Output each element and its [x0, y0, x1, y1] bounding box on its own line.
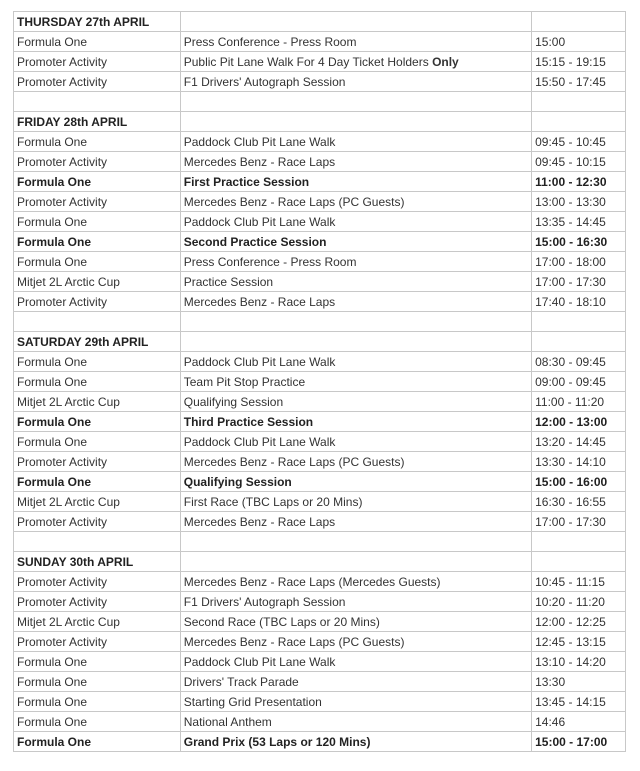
event-name — [180, 672, 531, 692]
event-row — [14, 132, 626, 152]
empty-cell — [180, 312, 531, 332]
event-time: 17:00 - 17:30 — [532, 272, 626, 292]
event-name-text: Second Practice Session — [183, 234, 327, 249]
event-name — [180, 692, 531, 712]
event-row — [14, 52, 626, 72]
event-name-text: Press Conference - Press Room — [183, 254, 357, 269]
event-row — [14, 432, 626, 452]
event-name-text: National Anthem — [183, 714, 272, 729]
event-time: 10:45 - 11:15 — [532, 572, 626, 592]
day-title: SUNDAY 30th APRIL — [14, 552, 181, 572]
event-category: Formula One — [14, 412, 181, 432]
event-row — [14, 452, 626, 472]
event-time: 12:45 - 13:15 — [532, 632, 626, 652]
empty-cell — [14, 312, 181, 332]
event-category: Formula One — [14, 372, 181, 392]
empty-cell — [180, 532, 531, 552]
event-row — [14, 732, 626, 752]
event-name-text: F1 Drivers' Autograph Session — [183, 74, 346, 89]
event-name-text: Press Conference - Press Room — [183, 34, 357, 49]
event-row — [14, 592, 626, 612]
event-category: Mitjet 2L Arctic Cup — [14, 272, 181, 292]
event-time: 17:00 - 17:30 — [532, 512, 626, 532]
event-name — [180, 492, 531, 512]
event-name-text: Paddock Club Pit Lane Walk — [183, 214, 336, 229]
event-name-text: First Practice Session — [183, 174, 310, 189]
event-time: 15:00 - 16:00 — [532, 472, 626, 492]
event-time: 17:40 - 18:10 — [532, 292, 626, 312]
empty-cell — [180, 332, 531, 352]
event-name — [180, 472, 531, 492]
event-name-text: Practice Session — [183, 274, 274, 289]
event-name — [180, 72, 531, 92]
empty-cell — [14, 532, 181, 552]
event-category: Formula One — [14, 712, 181, 732]
event-category: Promoter Activity — [14, 572, 181, 592]
event-row — [14, 192, 626, 212]
event-name-text: Public Pit Lane Walk For 4 Day Ticket Holders — [183, 54, 433, 69]
event-category: Promoter Activity — [14, 192, 181, 212]
event-row — [14, 212, 626, 232]
event-name-text: F1 Drivers' Autograph Session — [183, 594, 346, 609]
event-name — [180, 652, 531, 672]
event-name — [180, 612, 531, 632]
event-time: 13:20 - 14:45 — [532, 432, 626, 452]
event-category: Formula One — [14, 232, 181, 252]
event-name-text: Mercedes Benz - Race Laps (PC Guests) — [183, 634, 405, 649]
event-category: Formula One — [14, 432, 181, 452]
event-time: 10:20 - 11:20 — [532, 592, 626, 612]
event-time: 15:00 — [532, 32, 626, 52]
event-name-text: Mercedes Benz - Race Laps — [183, 154, 336, 169]
event-name — [180, 152, 531, 172]
day-header-row — [14, 112, 626, 132]
event-name — [180, 592, 531, 612]
event-name-emphasis: Only — [432, 54, 459, 69]
spacer-row — [14, 92, 626, 112]
event-name — [180, 372, 531, 392]
event-time: 13:00 - 13:30 — [532, 192, 626, 212]
empty-cell — [14, 92, 181, 112]
event-category: Promoter Activity — [14, 52, 181, 72]
event-row — [14, 472, 626, 492]
event-category: Promoter Activity — [14, 592, 181, 612]
event-category: Promoter Activity — [14, 632, 181, 652]
day-header-row — [14, 552, 626, 572]
event-name — [180, 52, 531, 72]
event-row — [14, 572, 626, 592]
event-category: Formula One — [14, 472, 181, 492]
event-row — [14, 492, 626, 512]
event-row — [14, 632, 626, 652]
event-time: 11:00 - 11:20 — [532, 392, 626, 412]
empty-cell — [532, 332, 626, 352]
empty-cell — [532, 12, 626, 32]
event-name-text: Paddock Club Pit Lane Walk — [183, 134, 336, 149]
event-name-text: Paddock Club Pit Lane Walk — [183, 354, 336, 369]
event-row — [14, 252, 626, 272]
event-name — [180, 232, 531, 252]
event-time: 15:50 - 17:45 — [532, 72, 626, 92]
event-category: Mitjet 2L Arctic Cup — [14, 392, 181, 412]
event-name-text: Mercedes Benz - Race Laps — [183, 294, 336, 309]
event-category: Promoter Activity — [14, 452, 181, 472]
event-category: Formula One — [14, 732, 181, 752]
event-time: 13:10 - 14:20 — [532, 652, 626, 672]
event-category: Promoter Activity — [14, 152, 181, 172]
event-name-text: Drivers' Track Parade — [183, 674, 299, 689]
event-time: 09:45 - 10:45 — [532, 132, 626, 152]
event-name — [180, 132, 531, 152]
event-time: 13:35 - 14:45 — [532, 212, 626, 232]
event-category: Formula One — [14, 692, 181, 712]
event-name — [180, 572, 531, 592]
empty-cell — [180, 112, 531, 132]
event-name-text: Paddock Club Pit Lane Walk — [183, 654, 336, 669]
event-name-text: Mercedes Benz - Race Laps (PC Guests) — [183, 454, 405, 469]
event-row — [14, 412, 626, 432]
event-category: Formula One — [14, 212, 181, 232]
schedule-body — [14, 12, 626, 752]
event-name-text: Grand Prix (53 Laps or 120 Mins) — [183, 734, 371, 749]
event-time: 12:00 - 13:00 — [532, 412, 626, 432]
event-name — [180, 252, 531, 272]
event-name — [180, 432, 531, 452]
event-time: 15:15 - 19:15 — [532, 52, 626, 72]
day-title: SATURDAY 29th APRIL — [14, 332, 181, 352]
spacer-row — [14, 312, 626, 332]
empty-cell — [180, 92, 531, 112]
event-name — [180, 212, 531, 232]
event-row — [14, 512, 626, 532]
event-name-text: Qualifying Session — [183, 474, 292, 489]
empty-cell — [532, 552, 626, 572]
day-header-row — [14, 332, 626, 352]
event-time: 12:00 - 12:25 — [532, 612, 626, 632]
day-title: FRIDAY 28th APRIL — [14, 112, 181, 132]
event-time: 15:00 - 16:30 — [532, 232, 626, 252]
event-category: Mitjet 2L Arctic Cup — [14, 612, 181, 632]
event-row — [14, 712, 626, 732]
event-row — [14, 652, 626, 672]
event-time: 17:00 - 18:00 — [532, 252, 626, 272]
event-time: 09:00 - 09:45 — [532, 372, 626, 392]
empty-cell — [532, 532, 626, 552]
event-row — [14, 232, 626, 252]
event-time: 11:00 - 12:30 — [532, 172, 626, 192]
event-name-text: Team Pit Stop Practice — [183, 374, 306, 389]
event-name — [180, 412, 531, 432]
event-name — [180, 712, 531, 732]
event-category: Formula One — [14, 252, 181, 272]
schedule-table — [13, 11, 626, 752]
event-name — [180, 452, 531, 472]
event-category: Formula One — [14, 32, 181, 52]
event-row — [14, 692, 626, 712]
event-category: Formula One — [14, 132, 181, 152]
empty-cell — [532, 92, 626, 112]
event-category: Formula One — [14, 652, 181, 672]
event-category: Mitjet 2L Arctic Cup — [14, 492, 181, 512]
event-category: Promoter Activity — [14, 72, 181, 92]
empty-cell — [180, 552, 531, 572]
event-category: Promoter Activity — [14, 512, 181, 532]
event-name — [180, 292, 531, 312]
event-name — [180, 272, 531, 292]
event-row — [14, 172, 626, 192]
event-category: Formula One — [14, 352, 181, 372]
event-name-text: Paddock Club Pit Lane Walk — [183, 434, 336, 449]
event-name — [180, 392, 531, 412]
empty-cell — [532, 312, 626, 332]
event-name — [180, 512, 531, 532]
event-time: 13:45 - 14:15 — [532, 692, 626, 712]
event-name — [180, 192, 531, 212]
event-name — [180, 172, 531, 192]
event-name-text: Starting Grid Presentation — [183, 694, 322, 709]
event-time: 14:46 — [532, 712, 626, 732]
event-row — [14, 352, 626, 372]
event-category: Formula One — [14, 172, 181, 192]
event-time: 13:30 — [532, 672, 626, 692]
event-row — [14, 272, 626, 292]
day-header-row — [14, 12, 626, 32]
event-category: Promoter Activity — [14, 292, 181, 312]
event-time: 08:30 - 09:45 — [532, 352, 626, 372]
event-name-text: Mercedes Benz - Race Laps (PC Guests) — [183, 194, 405, 209]
event-name-text: Second Race (TBC Laps or 20 Mins) — [183, 614, 380, 629]
event-row — [14, 372, 626, 392]
event-row — [14, 292, 626, 312]
event-row — [14, 32, 626, 52]
event-name-text: Mercedes Benz - Race Laps (Mercedes Guests) — [183, 574, 441, 589]
empty-cell — [180, 12, 531, 32]
event-name-text: Third Practice Session — [183, 414, 314, 429]
event-time: 09:45 - 10:15 — [532, 152, 626, 172]
event-time: 15:00 - 17:00 — [532, 732, 626, 752]
event-category: Formula One — [14, 672, 181, 692]
event-time: 13:30 - 14:10 — [532, 452, 626, 472]
event-row — [14, 72, 626, 92]
event-row — [14, 392, 626, 412]
event-name — [180, 352, 531, 372]
event-name-text: Qualifying Session — [183, 394, 284, 409]
event-row — [14, 612, 626, 632]
event-name — [180, 732, 531, 752]
event-name-text: First Race (TBC Laps or 20 Mins) — [183, 494, 363, 509]
event-row — [14, 672, 626, 692]
event-name-text: Mercedes Benz - Race Laps — [183, 514, 336, 529]
event-time: 16:30 - 16:55 — [532, 492, 626, 512]
day-title: THURSDAY 27th APRIL — [14, 12, 181, 32]
event-name — [180, 32, 531, 52]
event-name — [180, 632, 531, 652]
event-row — [14, 152, 626, 172]
spacer-row — [14, 532, 626, 552]
empty-cell — [532, 112, 626, 132]
